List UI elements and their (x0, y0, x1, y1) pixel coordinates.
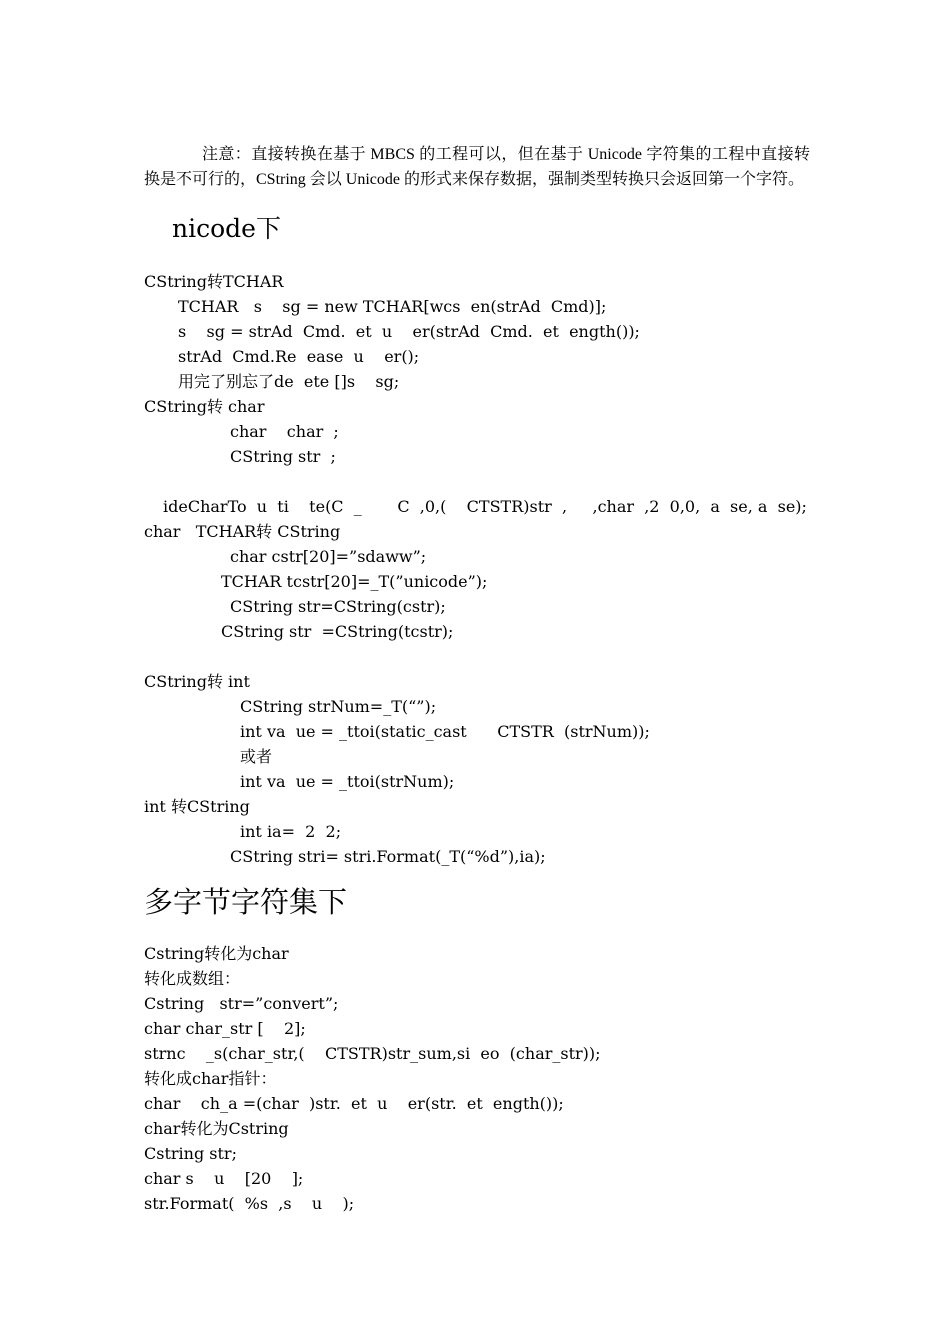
code-line: int ia= 2 2; (240, 822, 342, 841)
note-line-2: 转换是不可行的，CString 会以 Unicode 的形式来保存数据，强制类型转换只会返回第一个 (144, 146, 810, 188)
note-paragraph (144, 142, 810, 192)
code-line: 转化成数组： (144, 969, 241, 988)
code-line: strAd Cmd.Re ease u er(); (178, 347, 420, 366)
heading-mbcs: 多字节字符集下 (144, 885, 348, 919)
heading-unicode: nicode下 (172, 214, 281, 243)
code-line: char char_str [ 2]; (144, 1019, 306, 1038)
code-line: char cstr[20]=”sdaww”; (230, 547, 427, 566)
code-line: int 转CString (144, 797, 250, 816)
code-line: ideCharTo u ti te(C _ C ,0,( CTSTR)str , ,char ,2 0,0, a se, a se); (163, 497, 807, 516)
code-line: Cstring转化为char (144, 944, 289, 963)
code-line: char ch_a =(char )str. et u er(str. et ength()); (144, 1094, 564, 1113)
code-line: CString strNum=_T(“”); (240, 697, 437, 716)
code-line: CString stri= stri.Format(_T(“%d”),ia); (230, 847, 546, 866)
code-line: char char ; (230, 422, 339, 441)
code-line: Cstring str=”convert”; (144, 994, 339, 1013)
code-line: TCHAR s sg = new TCHAR[wcs en(strAd Cmd)]; (178, 297, 607, 316)
code-line: CString str ; (230, 447, 336, 466)
code-line: s sg = strAd Cmd. et u er(strAd Cmd. et ength()); (178, 322, 640, 341)
code-line: 或者 (240, 747, 273, 766)
note-line-1: 注意：直接转换在基于 MBCS 的工程可以，但在基于 Unicode 字符集的工程中直接 (202, 146, 794, 163)
code-line: TCHAR tcstr[20]=_T(”unicode”); (221, 572, 488, 591)
code-line: strnc _s(char_str,( CTSTR)str_sum,si eo (char_str)); (144, 1044, 601, 1063)
note-line-3: 字符。 (756, 171, 805, 188)
code-line: 用完了别忘了de ete []s sg; (178, 372, 400, 391)
code-line: CString str=CString(cstr); (230, 597, 446, 616)
code-line: char TCHAR转 CString (144, 522, 341, 541)
code-line: char s u [20 ]; (144, 1169, 304, 1188)
code-line: str.Format( %s ,s u ); (144, 1194, 355, 1213)
code-line: CString转TCHAR (144, 272, 284, 291)
code-line: CString str =CString(tcstr); (221, 622, 454, 641)
code-line: int va ue = _ttoi(strNum); (240, 772, 455, 791)
code-line: CString转 char (144, 397, 265, 416)
code-line: int va ue = _ttoi(static_cast CTSTR (strNum)); (240, 722, 650, 741)
code-line: 转化成char指针： (144, 1069, 277, 1088)
code-line: char转化为Cstring (144, 1119, 289, 1138)
code-line: Cstring str; (144, 1144, 237, 1163)
code-line: CString转 int (144, 672, 250, 691)
